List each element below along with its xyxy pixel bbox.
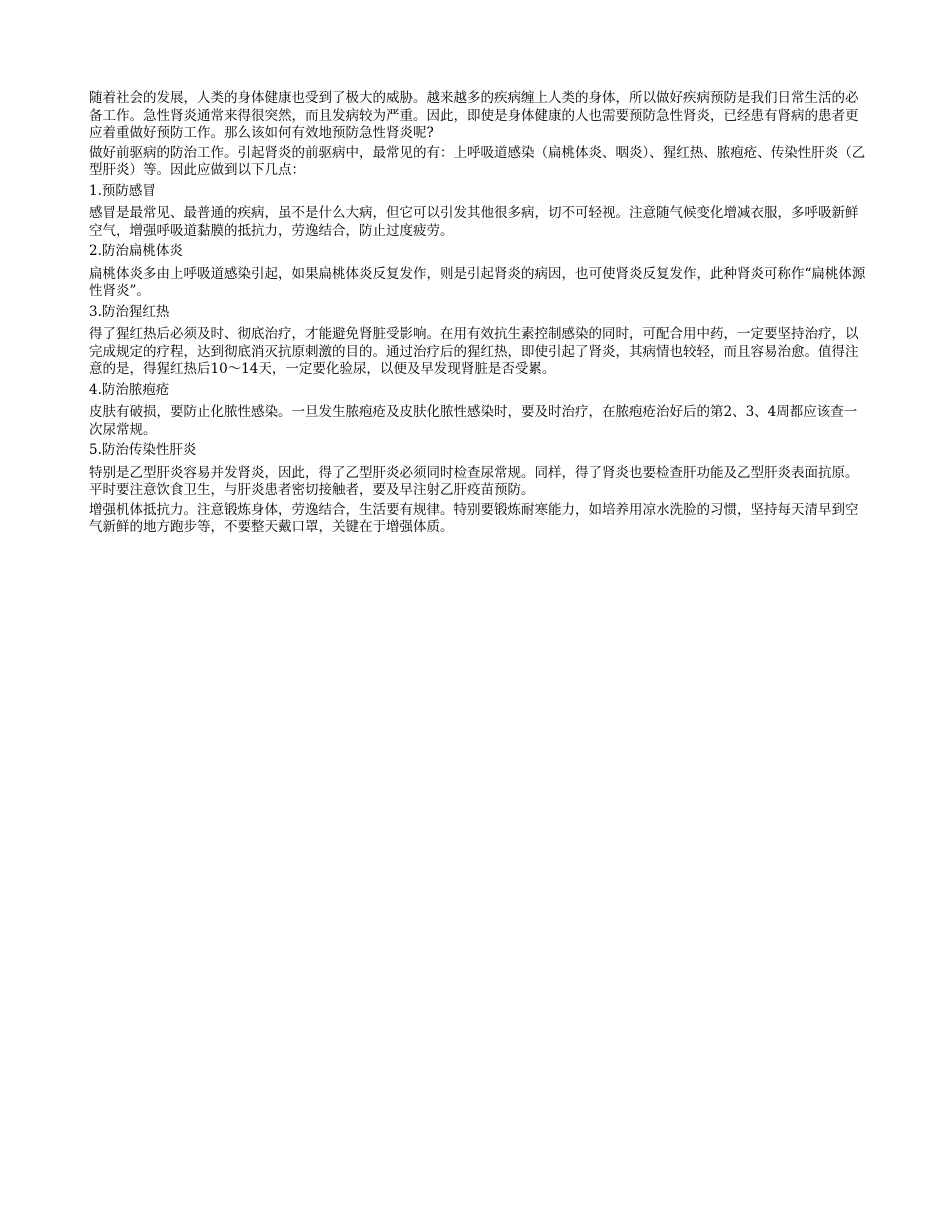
section-heading-hepatitis: 5.防治传染性肝炎: [89, 442, 197, 458]
section-heading-scarlet-fever: 3.防治猩红热: [89, 303, 170, 320]
section-body-tonsillitis: 扁桃体炎多由上呼吸道感染引起，如果扁桃体炎反复发作，则是引起肾炎的病因，也可使肾炎反复发作，此种肾炎可称作“扁桃体源性肾炎”。: [89, 265, 866, 299]
section-heading-impetigo: 4.防治脓疱疮: [89, 381, 170, 398]
prevention-overview-paragraph: 做好前驱病的防治工作。引起肾炎的前驱病中，最常见的有：上呼吸道感染（扁桃体炎、咽炎）、猩红热、脓疱疮、传染性肝炎（乙型肝炎）等。因此应做到以下几点：: [89, 144, 866, 178]
section-body-scarlet-fever: 得了猩红热后必须及时、彻底治疗，才能避免肾脏受影响。在用有效抗生素控制感染的同时，可配合用中药，一定要坚持治疗，以完成规定的疗程，达到彻底消灭抗原刺激的目的。通过治疗后的猩红热，即使引起了肾炎，其病情也较轻，而且容易治愈。值得注意的是，得猩红热后10～14天，一定要化验尿，以便及早发现肾脏是否受累。: [89, 326, 859, 377]
section-body-cold: 感冒是最常见、最普通的疾病，虽不是什么大病，但它可以引发其他很多病，切不可轻视。注意随气候变化增减衣服，多呼吸新鲜空气，增强呼吸道黏膜的抵抗力，劳逸结合，防止过度疲劳。: [89, 205, 859, 239]
section-body-hepatitis: 特别是乙型肝炎容易并发肾炎，因此，得了乙型肝炎必须同时检查尿常规。同样，得了肾炎也要检查肝功能及乙型肝炎表面抗原。平时要注意饮食卫生，与肝炎患者密切接触者，要及早注射乙肝疫苗预防。: [89, 464, 859, 498]
section-heading-cold: 1.预防感冒: [89, 182, 156, 199]
section-body-impetigo: 皮肤有破损，要防止化脓性感染。一旦发生脓疱疮及皮肤化脓性感染时，要及时治疗，在脓疱疮治好后的第2、3、4周都应该查一次尿常规。: [89, 404, 858, 438]
resistance-paragraph: 增强机体抵抗力。注意锻炼身体，劳逸结合，生活要有规律。特别要锻炼耐寒能力，如培养用凉水洗脸的习惯，坚持每天清早到空气新鲜的地方跑步等，不要整天戴口罩，关键在于增强体质。: [89, 501, 859, 535]
section-heading-tonsillitis: 2.防治扁桃体炎: [89, 243, 183, 259]
intro-paragraph: 随着社会的发展，人类的身体健康也受到了极大的威胁。越来越多的疾病缠上人类的身体，所以做好疾病预防是我们日常生活的必备工作。急性肾炎通常来得很突然，而且发病较为严重。因此，即使是身体健康的人也需要预防急性肾炎，已经患有肾病的患者更应着重做好预防工作。那么该如何有效地预防急性肾炎呢?: [89, 90, 859, 141]
